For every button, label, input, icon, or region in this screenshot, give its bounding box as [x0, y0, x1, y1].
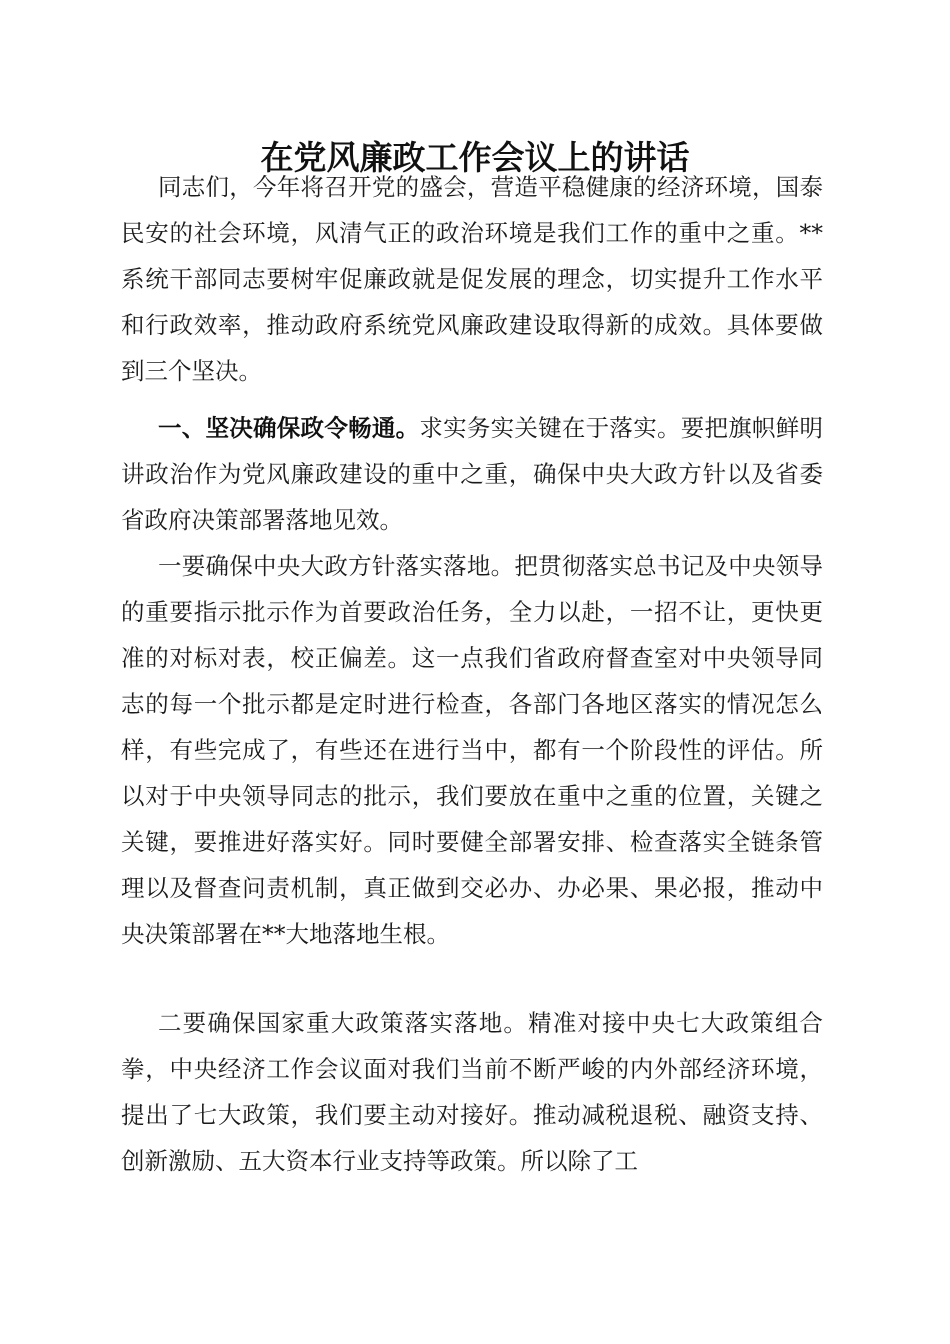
paragraph-point-two: 二要确保国家重大政策落实落地。精准对接中央七大政策组合拳，中央经济工作会议面对我们当前不断严峻的内外部经济环境，提出了七大政策，我们要主动对接好。推动减税退税、融资支持、创新激励、五大资本行业支持等政策。所以除了工 — [121, 1009, 823, 1175]
section-body: 求实务实关键在于落实。要把旗帜鲜明讲政治作为党风廉政建设的重中之重，确保中央大政方针以及省委省政府决策部署落地见效。 — [121, 414, 824, 534]
page-title: 在党风廉政工作会议上的讲话 — [260, 138, 690, 177]
paragraph-point-one: 一要确保中央大政方针落实落地。把贯彻落实总书记及中央领导的重要指示批示作为首要政治任务，全力以赴，一招不让，更快更准的对标对表，校正偏差。这一点我们省政府督查室对中央领导同志的每一个批示都是定时进行检查，各部门各地区落实的情况怎么样，有些完成了，有些还在进行当中，都有一个阶段性的评估。所以对于中央领导同志的批示，我们要放在重中之重的位置，关键之关键，要推进好落实好。同时要健全部署安排、检查落实全链条管理以及督查问责机制，真正做到交必办、办必果、果必报，推动中央决策部署在**大地落地生根。 — [121, 552, 823, 948]
paragraph-intro: 同志们，今年将召开党的盛会，营造平稳健康的经济环境，国泰民安的社会环境，风清气正的政治环境是我们工作的重中之重。**系统干部同志要树牢促廉政就是促发展的理念，切实提升工作水平和行政效率，推动政府系统党风廉政建设取得新的成效。具体要做到三个坚决。 — [121, 173, 823, 385]
paragraph-section-one — [121, 405, 823, 543]
section-heading: 一、坚决确保政令畅通。 — [158, 414, 420, 442]
